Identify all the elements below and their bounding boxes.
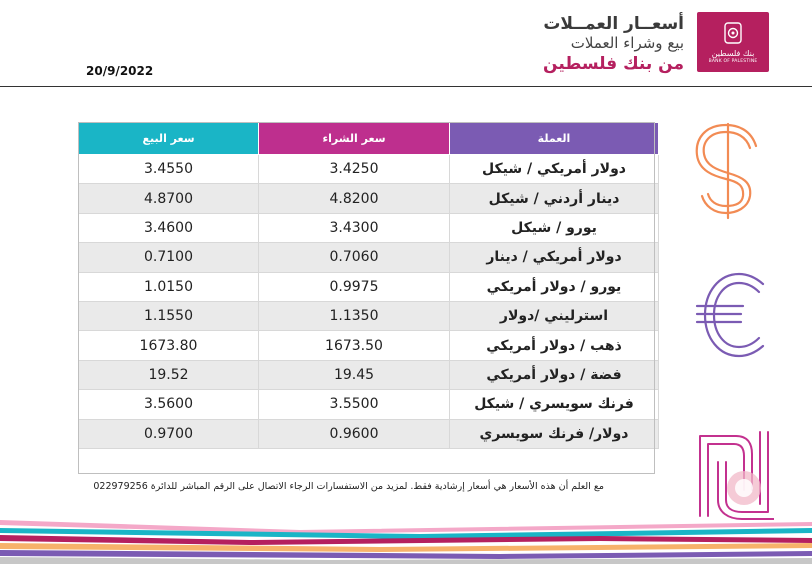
sell-rate: 3.4600 <box>79 213 259 242</box>
buy-rate: 3.5500 <box>259 390 450 419</box>
table-row <box>79 390 659 419</box>
buy-rate: 1673.50 <box>259 331 450 360</box>
dollar-icon <box>688 118 768 228</box>
buy-rate: 0.9975 <box>259 272 450 301</box>
currency-pair: يورو / شيكل <box>450 213 659 242</box>
shekel-icon <box>696 428 774 520</box>
buy-column-header: سعر الشراء <box>259 123 450 155</box>
page-title: أسعــار العمــلات <box>543 14 684 34</box>
table-row <box>79 272 659 301</box>
currency-pair: يورو / دولار أمريكي <box>450 272 659 301</box>
currency-pair: دولار أمريكي / دينار <box>450 243 659 272</box>
currency-pair: دولار/ فرنك سويسري <box>450 419 659 448</box>
table-row <box>79 331 659 360</box>
sell-column-header: سعر البيع <box>79 123 259 155</box>
currency-column-header: العملة <box>450 123 659 155</box>
logo-english-name: BANK OF PALESTINE <box>708 58 758 64</box>
buy-rate: 4.8200 <box>259 184 450 213</box>
header-titles <box>543 14 684 75</box>
sell-rate: 0.7100 <box>79 243 259 272</box>
currency-pair: دينار أردني / شيكل <box>450 184 659 213</box>
table-row <box>79 360 659 389</box>
table-row <box>79 243 659 272</box>
sell-rate: 3.4550 <box>79 155 259 184</box>
currency-pair: دولار أمريكي / شيكل <box>450 155 659 184</box>
euro-icon <box>693 270 773 360</box>
decorative-stripes <box>0 516 812 564</box>
buy-rate: 0.9600 <box>259 419 450 448</box>
sell-rate: 1673.80 <box>79 331 259 360</box>
date-label: 20/9/2022 <box>86 64 154 78</box>
sell-rate: 1.1550 <box>79 301 259 330</box>
sell-rate: 3.5600 <box>79 390 259 419</box>
buy-rate: 3.4300 <box>259 213 450 242</box>
sell-rate: 19.52 <box>79 360 259 389</box>
sell-rate: 4.8700 <box>79 184 259 213</box>
currency-pair: استرليني /دولار <box>450 301 659 330</box>
header-divider <box>0 86 812 87</box>
logo-arabic-name: بنك فلسطين <box>711 48 755 58</box>
table-row <box>79 155 659 184</box>
table-row <box>79 213 659 242</box>
table-row <box>79 301 659 330</box>
table-row <box>79 184 659 213</box>
table-header-row <box>79 123 659 155</box>
exchange-rates-table <box>78 122 659 449</box>
currency-pair: فرنك سويسري / شيكل <box>450 390 659 419</box>
table-row <box>79 419 659 448</box>
page-subtitle: بيع وشراء العملات <box>570 34 684 52</box>
buy-rate: 3.4250 <box>259 155 450 184</box>
bank-emblem-icon <box>720 20 746 46</box>
buy-rate: 1.1350 <box>259 301 450 330</box>
page-tagline: من بنك فلسطين <box>543 54 684 74</box>
currency-pair: ذهب / دولار أمريكي <box>450 331 659 360</box>
disclaimer-note: مع العلم أن هذه الأسعار هي أسعار إرشادية فقط. لمزيد من الاستفسارات الرجاء الاتصال على الرقم المباشر للدائرة 022979256 <box>93 481 604 492</box>
buy-rate: 19.45 <box>259 360 450 389</box>
sell-rate: 0.9700 <box>79 419 259 448</box>
currency-pair: فضة / دولار أمريكي <box>450 360 659 389</box>
bank-logo <box>697 12 769 72</box>
buy-rate: 0.7060 <box>259 243 450 272</box>
sell-rate: 1.0150 <box>79 272 259 301</box>
